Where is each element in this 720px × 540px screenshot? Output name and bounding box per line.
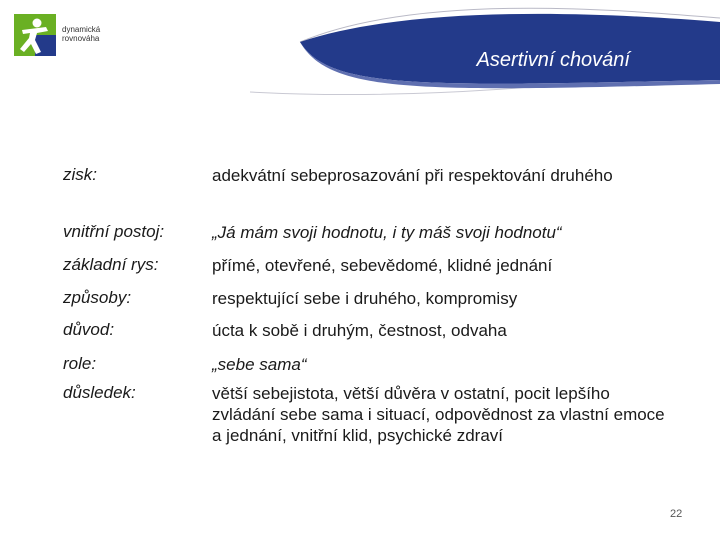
row-label-zpusoby: způsoby: xyxy=(63,288,132,307)
row-label-role: role: xyxy=(63,354,97,373)
row-label-duvod: důvod: xyxy=(63,320,115,339)
logo-text xyxy=(62,25,100,43)
logo-icon xyxy=(14,14,56,56)
row-value-dusledek: větší sebejistota, větší důvěra v ostatní, pocit lepšího zvládání sebe sama i situací, odpovědnost za vlastní emoce a jednání, vnitřní klid, psychické zdraví xyxy=(212,384,665,445)
header xyxy=(0,0,720,110)
row-label-postoj: vnitřní postoj: xyxy=(63,222,165,241)
row-label-rys: základní rys: xyxy=(63,255,159,274)
logo-line-1: dynamická xyxy=(62,25,101,34)
row-value-role: „sebe sama“ xyxy=(212,355,307,374)
row-value-postoj: „Já mám svoji hodnotu, i ty máš svoji hodnotu“ xyxy=(212,223,562,242)
page-number: 22 xyxy=(670,508,683,520)
row-label-dusledek: důsledek: xyxy=(63,383,136,402)
row-value-zpusoby: respektující sebe i druhého, kompromisy xyxy=(212,289,518,308)
slide-title: Asertivní chování xyxy=(476,49,630,71)
logo-line-2: rovnováha xyxy=(62,34,100,43)
row-value-rys: přímé, otevřené, sebevědomé, klidné jednání xyxy=(212,256,553,275)
logo xyxy=(14,14,56,56)
row-value-zisk: adekvátní sebeprosazování při respektování druhého xyxy=(212,166,613,185)
row-label-zisk: zisk: xyxy=(63,165,97,184)
row-value-duvod: úcta k sobě i druhým, čestnost, odvaha xyxy=(212,321,507,340)
